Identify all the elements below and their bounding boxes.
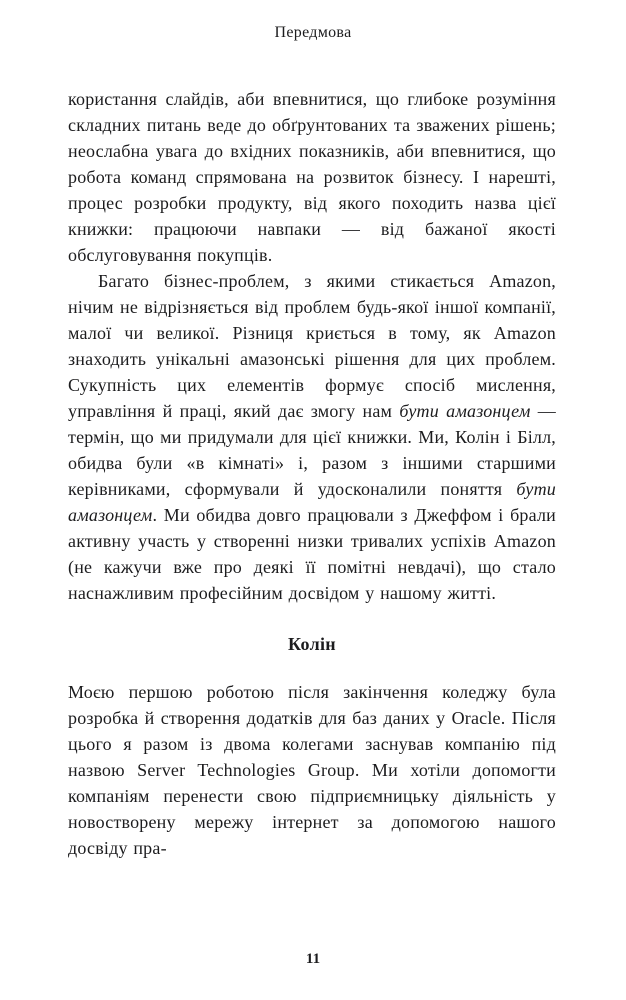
paragraph: Моєю першою роботою після закінчення коледжу була розробка й створення додатків для баз даних у Oracle. Після цього я разом із двома колегами заснував компанію під назвою Server Technologies Group. Ми хотіли допомогти компаніям перенести свою підприємницьку діяльність у новостворену мережу інтернет за допомогою нашого досвіду пра- xyxy=(68,682,556,858)
paragraph: користання слайдів, аби впевнитися, що глибоке розуміння складних питань веде до обґрунтованих та зважених рішень; неослабна увага до вхідних показників, аби впевнитися, що робота команд спрямована на розвиток бізнесу. І нарешті, процес розробки продукту, від якого походить назва цієї книжки: працюючи навпаки — від бажаної якості обслуговування покупців. xyxy=(68,89,556,265)
running-head: Передмова xyxy=(274,24,352,41)
page-number: 11 xyxy=(305,951,321,967)
section-heading: Колін xyxy=(288,634,336,654)
body-text xyxy=(68,86,556,861)
paragraph: Багато бізнес-проблем, з якими стикається Amazon, нічим не відрізняється від проблем будь-якої іншої компанії, малої чи великої. Різниця криється в тому, як Amazon знаходить унікальні амазонські рішення для цих проблем. Сукупність цих елементів формує спосіб мислення, управління й праці, який дає змогу нам бути амазонцем — термін, що ми придумали для цієї книжки. Ми, Колін і Білл, обидва були «в кімнаті» і, разом з іншими старшими керівниками, сформували й удосконалили поняття бути амазонцем. Ми обидва довго працювали з Джеффом і брали активну участь у створенні низки тривалих успіхів Amazon (не кажучи вже про деякі її помітні невдачі), що стало наснажливим професійним досвідом у нашому житті. xyxy=(68,271,556,603)
